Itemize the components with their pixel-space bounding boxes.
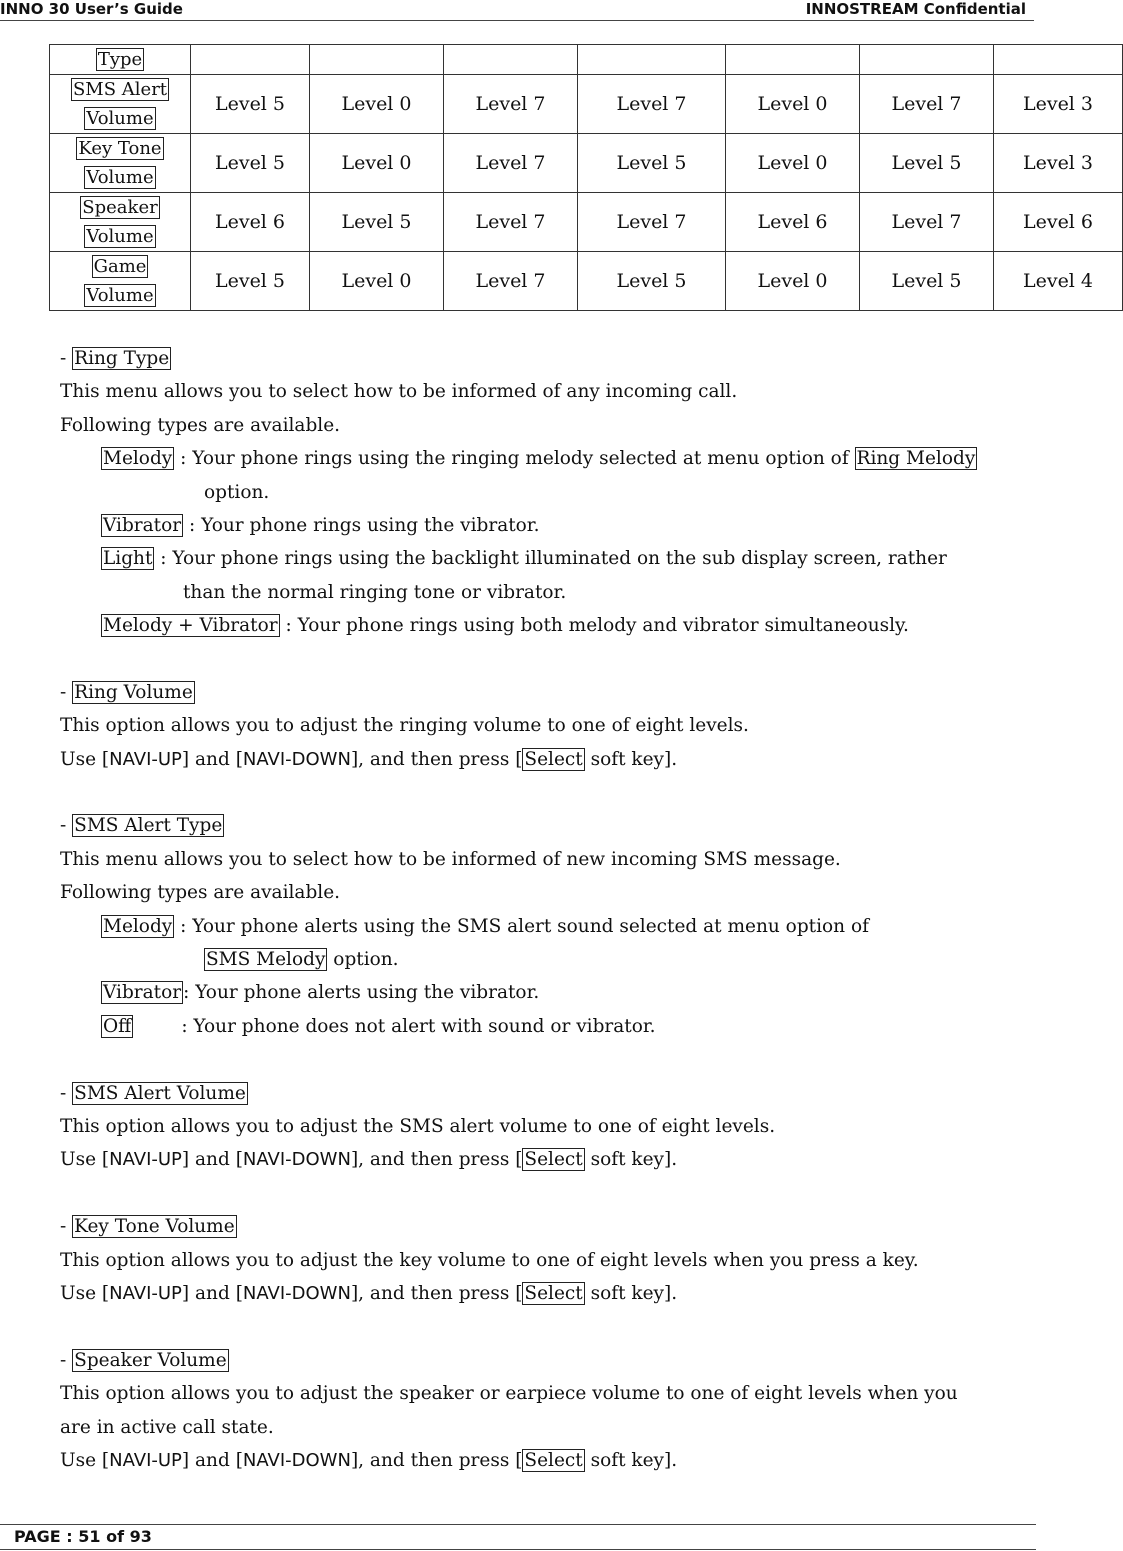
table-cell (578, 45, 726, 75)
soft-key-text: soft key]. (584, 1282, 678, 1304)
table-cell (994, 45, 1123, 75)
select-label: Select (524, 1149, 583, 1171)
off-label: Off (103, 1015, 132, 1037)
table-cell: Level 7 (444, 134, 578, 193)
sms-vibrator-desc: : Your phone alerts using the vibrator. (183, 982, 540, 1004)
table-cell: Level 5 (578, 252, 726, 311)
table-cell: Level 5 (310, 193, 444, 252)
select-label: Select (524, 1282, 583, 1304)
navi-up-key: NAVI-UP (109, 1449, 182, 1471)
ring-type-desc: This menu allows you to select how to be informed of any incoming call. (60, 381, 738, 403)
sms-melody-option: option. (327, 949, 399, 971)
sms-alert-volume-desc: This option allows you to adjust the SMS alert volume to one of eight levels. (60, 1115, 776, 1137)
use-prefix: Use [ (60, 1282, 110, 1304)
table-cell: Level 0 (726, 75, 860, 134)
soft-key-text: soft key]. (584, 748, 678, 770)
melody-vibrator-desc: : Your phone rings using both melody and vibrator simultaneously. (279, 615, 909, 637)
header-doc-title: INNO 30 User’s Guide (0, 0, 183, 18)
table-cell: Level 5 (191, 75, 310, 134)
table-row (50, 75, 1123, 134)
table-cell: Level 0 (310, 252, 444, 311)
row-label: SMS Alert (72, 79, 168, 100)
sms-alert-volume-title: SMS Alert Volume (74, 1082, 246, 1104)
dash: - (60, 1082, 67, 1104)
use-prefix: Use [ (60, 1149, 110, 1171)
use-prefix: Use [ (60, 1449, 110, 1471)
table-cell (444, 45, 578, 75)
melody-vibrator-label: Melody + Vibrator (103, 615, 278, 637)
soft-key-text: soft key]. (584, 1449, 678, 1471)
ring-volume-title: Ring Volume (74, 681, 193, 703)
following-types-text: Following types are available. (60, 414, 341, 436)
row-label: Game (93, 256, 147, 277)
navi-up-key: NAVI-UP (109, 748, 182, 770)
row-label: Type (97, 49, 143, 70)
row-label: Volume (86, 285, 154, 306)
key-tone-volume-title: Key Tone Volume (74, 1216, 235, 1238)
melody-label: Melody (103, 448, 173, 470)
section-heading-sms-alert-volume (60, 1077, 1060, 1110)
table-row (50, 134, 1123, 193)
section-heading-speaker-volume (60, 1344, 1060, 1377)
sms-off-desc: : Your phone does not alert with sound or vibrator. (181, 1015, 656, 1037)
sms-vibrator-line (60, 976, 1060, 1009)
table-cell: Level 7 (860, 193, 994, 252)
light-desc: : Your phone rings using the backlight illuminated on the sub display screen, rather (154, 548, 947, 570)
navi-up-key: NAVI-UP (109, 1149, 182, 1171)
then-press: ], and then press [ (350, 1449, 523, 1471)
soft-key-text: soft key]. (584, 1149, 678, 1171)
table-cell: Level 5 (191, 134, 310, 193)
vibrator-label: Vibrator (103, 514, 182, 536)
table-cell: Level 7 (578, 75, 726, 134)
ring-type-melody-line (60, 442, 1060, 475)
table-row (50, 45, 1123, 75)
ring-type-melody-cont: option. (204, 481, 270, 503)
section-heading-sms-alert-type (60, 809, 1060, 842)
table-row (50, 193, 1123, 252)
sms-melody-desc: : Your phone alerts using the SMS alert sound selected at menu option of (174, 915, 869, 937)
table-cell: Level 5 (578, 134, 726, 193)
navi-down-key: NAVI-DOWN (242, 1282, 351, 1304)
table-cell: Level 7 (444, 252, 578, 311)
table-cell (726, 45, 860, 75)
table-cell: Level 4 (994, 252, 1123, 311)
row-header (50, 252, 191, 311)
speaker-volume-title: Speaker Volume (74, 1349, 227, 1371)
ring-volume-use (60, 743, 1060, 776)
row-label: Volume (86, 226, 154, 247)
then-press: ], and then press [ (350, 1282, 523, 1304)
following-types-text: Following types are available. (60, 882, 341, 904)
navi-down-key: NAVI-DOWN (242, 748, 351, 770)
table-cell: Level 0 (726, 134, 860, 193)
section-heading-ring-volume (60, 676, 1060, 709)
key-tone-volume-desc: This option allows you to adjust the key volume to one of eight levels when you press a key. (60, 1249, 919, 1271)
melody-desc: : Your phone rings using the ringing melody selected at menu option of (174, 448, 855, 470)
table-cell: Level 6 (726, 193, 860, 252)
sms-alert-volume-use (60, 1143, 1060, 1176)
table-cell (191, 45, 310, 75)
table-cell: Level 3 (994, 75, 1123, 134)
ring-melody-ref: Ring Melody (856, 448, 976, 470)
sms-alert-type-title: SMS Alert Type (74, 815, 223, 837)
navi-down-key: NAVI-DOWN (242, 1449, 351, 1471)
use-prefix: Use [ (60, 748, 110, 770)
document-body (60, 342, 1060, 1477)
dash: - (60, 1349, 67, 1371)
row-label: Key Tone (78, 138, 162, 159)
row-label: Speaker (82, 197, 158, 218)
light-label: Light (103, 548, 153, 570)
table-row (50, 252, 1123, 311)
ring-type-light-cont: than the normal ringing tone or vibrator. (183, 581, 567, 603)
page-footer (0, 1524, 1036, 1550)
table-cell: Level 7 (444, 193, 578, 252)
page-header (0, 0, 1034, 21)
select-label: Select (524, 748, 583, 770)
table-cell: Level 3 (994, 134, 1123, 193)
table-cell: Level 0 (310, 75, 444, 134)
table-cell: Level 0 (726, 252, 860, 311)
sms-melody-line (60, 910, 1060, 943)
dash: - (60, 348, 67, 369)
key-tone-volume-use (60, 1277, 1060, 1310)
row-label: Volume (86, 108, 154, 129)
then-press: ], and then press [ (350, 1149, 523, 1171)
ring-type-light-line (60, 542, 1060, 575)
and-text: ] and [ (181, 1149, 243, 1171)
table-cell (310, 45, 444, 75)
table-cell: Level 6 (191, 193, 310, 252)
and-text: ] and [ (181, 1282, 243, 1304)
volume-level-table (49, 44, 1123, 311)
then-press: ], and then press [ (350, 748, 523, 770)
vibrator-label: Vibrator (103, 982, 182, 1004)
ring-type-title: Ring Type (74, 348, 170, 369)
select-label: Select (524, 1449, 583, 1471)
sms-alert-type-desc: This menu allows you to select how to be informed of new incoming SMS message. (60, 848, 841, 870)
dash: - (60, 1216, 67, 1238)
ring-type-mv-line (60, 609, 1060, 642)
table-cell: Level 5 (191, 252, 310, 311)
navi-up-key: NAVI-UP (109, 1282, 182, 1304)
table-cell: Level 5 (860, 134, 994, 193)
table-cell: Level 6 (994, 193, 1123, 252)
row-label: Volume (86, 167, 154, 188)
ring-type-vibrator-line (60, 509, 1060, 542)
speaker-volume-desc-2: are in active call state. (60, 1416, 274, 1438)
speaker-volume-desc-1: This option allows you to adjust the speaker or earpiece volume to one of eight levels when you (60, 1383, 958, 1405)
sms-melody-ref: SMS Melody (206, 949, 326, 971)
row-header (50, 134, 191, 193)
table-cell: Level 7 (860, 75, 994, 134)
vibrator-desc: : Your phone rings using the vibrator. (183, 514, 540, 536)
row-header (50, 75, 191, 134)
section-heading-ring-type (60, 342, 1060, 375)
page-number: PAGE : 51 of 93 (14, 1527, 152, 1546)
melody-label: Melody (103, 915, 173, 937)
table-cell: Level 7 (578, 193, 726, 252)
row-header (50, 193, 191, 252)
table-cell (860, 45, 994, 75)
table-cell-type (50, 45, 191, 75)
dash: - (60, 815, 67, 837)
table-cell: Level 5 (860, 252, 994, 311)
dash: - (60, 681, 67, 703)
ring-volume-desc: This option allows you to adjust the ringing volume to one of eight levels. (60, 715, 749, 737)
navi-down-key: NAVI-DOWN (242, 1149, 351, 1171)
header-confidential: INNOSTREAM Confidential (805, 0, 1026, 18)
speaker-volume-use (60, 1444, 1060, 1477)
sms-melody-cont (60, 943, 1060, 976)
and-text: ] and [ (181, 1449, 243, 1471)
table-cell: Level 0 (310, 134, 444, 193)
and-text: ] and [ (181, 748, 243, 770)
sms-off-line (60, 1010, 1060, 1043)
table-cell: Level 7 (444, 75, 578, 134)
section-heading-key-tone-volume (60, 1210, 1060, 1243)
